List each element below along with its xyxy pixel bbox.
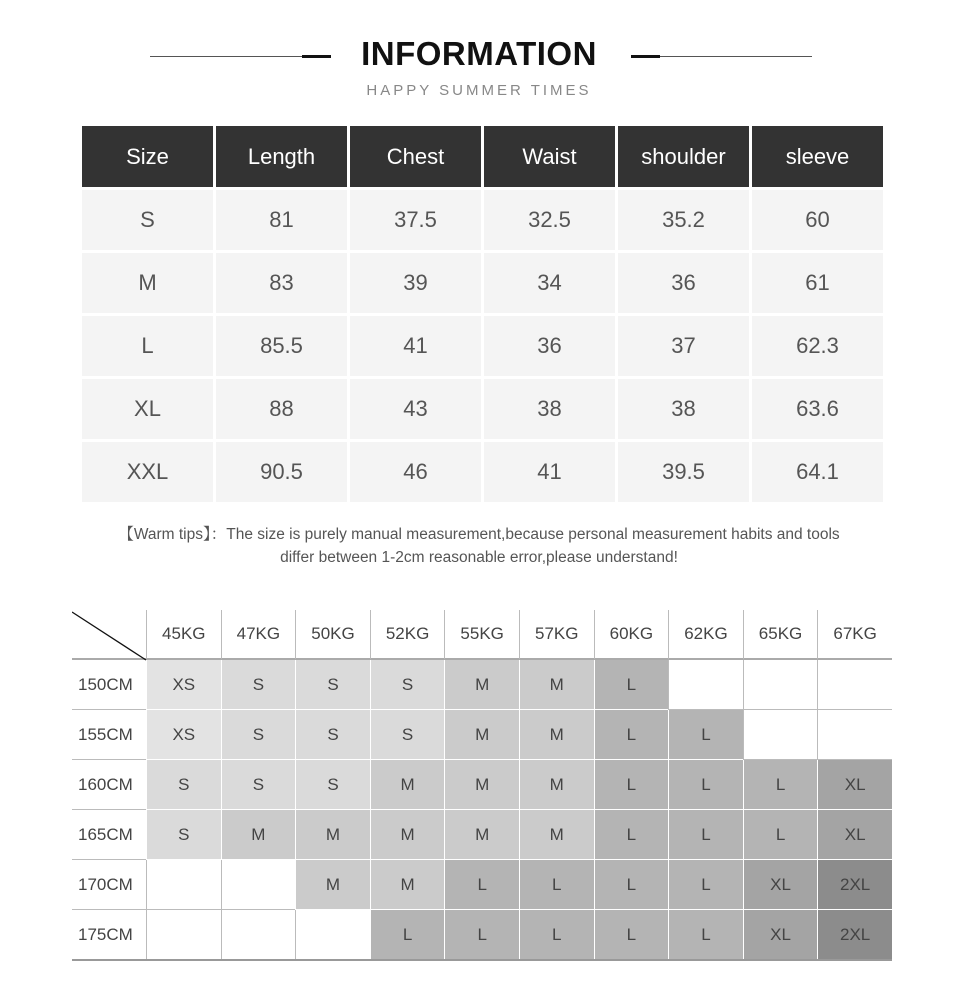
fit-chart-grid (72, 610, 892, 960)
weight-header: 57KG (519, 610, 594, 660)
fit-chart-cell (668, 660, 743, 710)
size-table-cell: XXL (82, 442, 213, 502)
fit-chart-cell: 2XL (817, 860, 892, 910)
fit-chart-bottom-rule (72, 959, 892, 961)
size-table-cell: L (82, 316, 213, 376)
size-table-header: sleeve (752, 126, 883, 187)
size-table-cell: 60 (752, 190, 883, 250)
weight-header: 47KG (221, 610, 296, 660)
corner-diagonal-line (72, 612, 146, 660)
corner-diagonal (72, 610, 148, 662)
size-table-header: Length (216, 126, 347, 187)
fit-chart-cell: L (668, 710, 743, 760)
fit-chart-cell: L (668, 760, 743, 810)
fit-chart-cell: M (444, 760, 519, 810)
fit-chart-cell (146, 910, 221, 960)
size-table-cell: 63.6 (752, 379, 883, 439)
fit-chart-cell: L (594, 860, 669, 910)
size-table-cell: 90.5 (216, 442, 347, 502)
size-table-cell: S (82, 190, 213, 250)
fit-chart-cell: M (370, 760, 445, 810)
fit-chart-cell (817, 710, 892, 760)
size-table-header: Chest (350, 126, 481, 187)
fit-chart-cell: M (444, 660, 519, 710)
fit-chart-cell: M (295, 860, 370, 910)
size-table-cell: 36 (618, 253, 749, 313)
size-table-cell: 35.2 (618, 190, 749, 250)
height-header: 170CM (72, 860, 146, 910)
fit-chart-cell: M (370, 810, 445, 860)
fit-chart-cell: L (519, 860, 594, 910)
fit-chart-cell: S (146, 810, 221, 860)
fit-chart-cell: XL (817, 810, 892, 860)
fit-chart-cell (743, 660, 818, 710)
fit-chart-cell: XL (743, 860, 818, 910)
fit-chart-cell: L (370, 910, 445, 960)
fit-chart-cell (295, 910, 370, 960)
warm-tips-line-2: differ between 1-2cm reasonable error,please understand! (280, 549, 678, 566)
size-fit-chart (72, 610, 892, 962)
fit-chart-cell (817, 660, 892, 710)
size-table-cell: 39 (350, 253, 481, 313)
fit-chart-cell: M (221, 810, 296, 860)
fit-chart-cell: S (295, 710, 370, 760)
size-table-header: Size (82, 126, 213, 187)
fit-chart-cell: XL (743, 910, 818, 960)
header (0, 0, 958, 110)
height-header: 165CM (72, 810, 146, 860)
size-table-cell: 61 (752, 253, 883, 313)
fit-chart-cell (221, 860, 296, 910)
warm-tips-line-1: 【Warm tips】：The size is purely manual measurement,because personal measurement habits and tools (118, 526, 840, 543)
size-table-cell: 62.3 (752, 316, 883, 376)
fit-chart-cell: M (519, 710, 594, 760)
weight-header: 50KG (295, 610, 370, 660)
fit-chart-cell: L (594, 810, 669, 860)
fit-chart-cell: XS (146, 660, 221, 710)
fit-chart-cell: L (668, 860, 743, 910)
size-table-cell: 34 (484, 253, 615, 313)
size-table-cell: XL (82, 379, 213, 439)
fit-chart-cell: M (295, 810, 370, 860)
height-header: 175CM (72, 910, 146, 960)
size-table-cell: 37.5 (350, 190, 481, 250)
fit-chart-cell: M (519, 760, 594, 810)
weight-header: 52KG (370, 610, 445, 660)
size-table-cell: 39.5 (618, 442, 749, 502)
page-subtitle: HAPPY SUMMER TIMES (366, 82, 592, 99)
fit-chart-cell: L (743, 810, 818, 860)
size-table-cell: 81 (216, 190, 347, 250)
fit-chart-cell: M (519, 810, 594, 860)
fit-chart-cell (221, 910, 296, 960)
weight-header: 60KG (594, 610, 669, 660)
weight-header: 65KG (743, 610, 818, 660)
size-table-cell: 38 (618, 379, 749, 439)
weight-header: 55KG (444, 610, 519, 660)
fit-chart-cell: S (295, 760, 370, 810)
size-table-cell: 37 (618, 316, 749, 376)
fit-chart-cell: M (370, 860, 445, 910)
size-table-cell: 46 (350, 442, 481, 502)
fit-chart-cell (743, 710, 818, 760)
fit-chart-cell: S (370, 710, 445, 760)
fit-chart-cell: L (594, 710, 669, 760)
size-table-header: shoulder (618, 126, 749, 187)
weight-header: 67KG (817, 610, 892, 660)
size-table-header: Waist (484, 126, 615, 187)
weight-header: 45KG (146, 610, 221, 660)
fit-chart-cell (146, 860, 221, 910)
fit-chart-cell: L (668, 810, 743, 860)
fit-chart-cell: 2XL (817, 910, 892, 960)
fit-chart-cell: L (444, 910, 519, 960)
size-table-cell: 85.5 (216, 316, 347, 376)
page-title: INFORMATION (361, 35, 597, 72)
fit-chart-cell: XL (817, 760, 892, 810)
fit-chart-cell: S (221, 760, 296, 810)
fit-chart-cell: L (594, 910, 669, 960)
warm-tips (60, 523, 898, 569)
size-table-cell: M (82, 253, 213, 313)
size-table-cell: 83 (216, 253, 347, 313)
height-header: 155CM (72, 710, 146, 760)
height-header: 150CM (72, 660, 146, 710)
fit-chart-cell: S (295, 660, 370, 710)
size-table-cell: 38 (484, 379, 615, 439)
fit-chart-cell: XS (146, 710, 221, 760)
fit-chart-cell: L (594, 660, 669, 710)
size-table-cell: 36 (484, 316, 615, 376)
fit-chart-cell: L (743, 760, 818, 810)
fit-chart-cell: M (444, 710, 519, 760)
fit-chart-cell: M (519, 660, 594, 710)
size-table-cell: 64.1 (752, 442, 883, 502)
size-table-cell: 41 (484, 442, 615, 502)
fit-chart-cell: S (221, 710, 296, 760)
height-header: 160CM (72, 760, 146, 810)
fit-chart-cell: S (146, 760, 221, 810)
weight-header: 62KG (668, 610, 743, 660)
size-table-cell: 32.5 (484, 190, 615, 250)
size-table-cell: 43 (350, 379, 481, 439)
size-measurement-table (82, 126, 883, 502)
fit-chart-cell: L (519, 910, 594, 960)
fit-chart-cell: L (668, 910, 743, 960)
size-table-cell: 41 (350, 316, 481, 376)
fit-chart-cell: L (444, 860, 519, 910)
size-table-cell: 88 (216, 379, 347, 439)
fit-chart-cell: L (594, 760, 669, 810)
fit-chart-cell: S (370, 660, 445, 710)
fit-chart-cell: M (444, 810, 519, 860)
fit-chart-cell: S (221, 660, 296, 710)
